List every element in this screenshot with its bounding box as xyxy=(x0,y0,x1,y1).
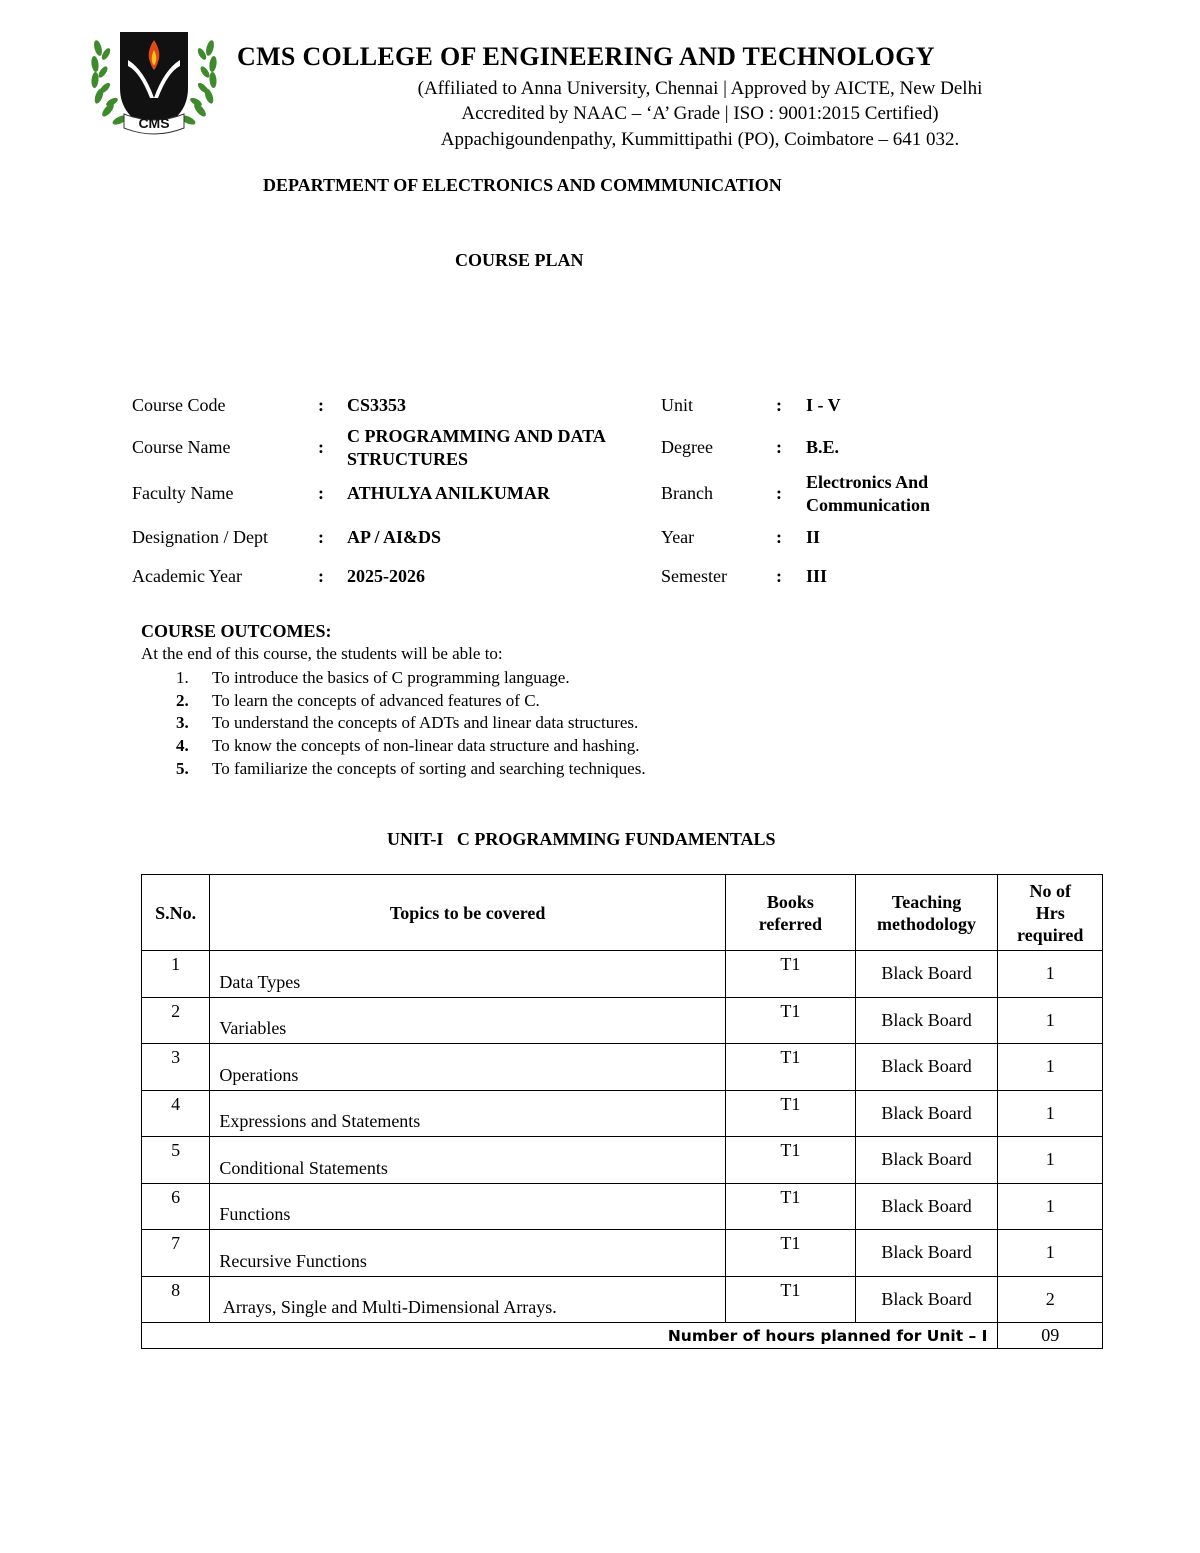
header-teaching-text: Teaching methodology xyxy=(877,891,977,934)
outcome-item xyxy=(176,667,646,690)
header-hours xyxy=(998,875,1103,951)
row-topic xyxy=(210,1090,726,1137)
row-method: Black Board xyxy=(855,1183,998,1230)
row-method: Black Board xyxy=(855,951,998,998)
table-row xyxy=(142,1183,1103,1230)
row-topic-text: Recursive Functions xyxy=(219,1250,367,1271)
row-topic-text: Conditional Statements xyxy=(219,1157,388,1178)
row-book xyxy=(726,1090,856,1137)
table-total-row xyxy=(142,1323,1103,1349)
course-outcomes-title: COURSE OUTCOMES: xyxy=(141,621,332,641)
row-method: Black Board xyxy=(855,1230,998,1277)
colon: : xyxy=(318,437,324,457)
row-book xyxy=(726,1137,856,1184)
colon: : xyxy=(318,395,324,415)
academic-year-label: Academic Year xyxy=(132,566,242,586)
affiliation-line-1: (Affiliated to Anna University, Chennai | Approved by AICTE, New Delhi xyxy=(417,78,983,99)
row-sno-text: 8 xyxy=(171,1279,181,1300)
table-row xyxy=(142,1230,1103,1277)
row-book-text: T1 xyxy=(780,1140,801,1160)
row-topic xyxy=(210,1230,726,1277)
year-value: II xyxy=(806,527,821,547)
colon: : xyxy=(318,566,324,586)
row-hours: 2 xyxy=(998,1276,1103,1323)
table-row xyxy=(142,1044,1103,1091)
row-book xyxy=(726,1044,856,1091)
outcome-item xyxy=(176,690,646,713)
row-sno-text: 4 xyxy=(171,1093,181,1114)
outcome-item xyxy=(176,758,646,781)
branch-value: Electronics And Communication xyxy=(806,472,931,515)
designation-label: Designation / Dept xyxy=(132,527,268,547)
colon: : xyxy=(776,566,782,586)
row-hours: 1 xyxy=(998,997,1103,1044)
row-book-text: T1 xyxy=(780,1279,801,1300)
course-outcomes-intro: At the end of this course, the students will be able to: xyxy=(141,644,503,663)
total-hours-value: 09 xyxy=(998,1323,1103,1349)
row-topic xyxy=(210,1276,726,1323)
row-sno xyxy=(142,951,210,998)
row-hours: 1 xyxy=(998,1090,1103,1137)
colon: : xyxy=(776,395,782,415)
row-method: Black Board xyxy=(855,1090,998,1137)
row-topic xyxy=(210,1044,726,1091)
outcome-text: To know the concepts of non-linear data structure and hashing. xyxy=(212,736,640,756)
header-books-text: Books referred xyxy=(758,891,822,934)
header-books xyxy=(726,875,856,951)
row-book-text: T1 xyxy=(780,1186,801,1207)
colon: : xyxy=(776,527,782,547)
row-topic xyxy=(210,997,726,1044)
outcome-number: 5. xyxy=(176,758,189,778)
row-sno-text: 5 xyxy=(171,1140,181,1160)
row-book xyxy=(726,997,856,1044)
row-topic-text: Data Types xyxy=(219,971,301,992)
row-sno-text: 1 xyxy=(171,954,181,974)
header-sno: S.No. xyxy=(142,875,210,951)
row-sno-text: 6 xyxy=(171,1186,181,1207)
row-sno xyxy=(142,1276,210,1323)
row-sno-text: 2 xyxy=(171,1000,181,1021)
outcome-number: 4. xyxy=(176,736,189,756)
table-header-row xyxy=(142,875,1103,951)
outcome-text: To familiarize the concepts of sorting and searching techniques. xyxy=(212,758,646,778)
unit-value: I - V xyxy=(806,395,841,415)
table-row xyxy=(142,1276,1103,1323)
faculty-name-label: Faculty Name xyxy=(132,483,234,503)
outcome-number: 3. xyxy=(176,713,189,733)
colon: : xyxy=(318,483,324,503)
outcome-item xyxy=(176,712,646,735)
row-hours: 1 xyxy=(998,1044,1103,1091)
row-method: Black Board xyxy=(855,1276,998,1323)
row-hours: 1 xyxy=(998,1137,1103,1184)
row-topic xyxy=(210,1183,726,1230)
course-name-value: C PROGRAMMING AND DATA STRUCTURES xyxy=(347,426,605,469)
outcome-item xyxy=(176,735,646,758)
row-sno xyxy=(142,1137,210,1184)
year-label: Year xyxy=(661,527,695,547)
row-book-text: T1 xyxy=(780,1000,801,1021)
row-topic-text: Operations xyxy=(219,1064,299,1085)
row-hours: 1 xyxy=(998,1230,1103,1277)
header-hours-text: No of Hrs required xyxy=(1017,880,1084,945)
row-hours: 1 xyxy=(998,951,1103,998)
row-book xyxy=(726,1230,856,1277)
row-method: Black Board xyxy=(855,997,998,1044)
table-row xyxy=(142,997,1103,1044)
outcome-text: To learn the concepts of advanced features of C. xyxy=(212,690,540,710)
row-sno-text: 3 xyxy=(171,1047,181,1067)
row-book xyxy=(726,1183,856,1230)
row-topic xyxy=(210,951,726,998)
row-topic-text: Expressions and Statements xyxy=(219,1111,421,1131)
document-title: COURSE PLAN xyxy=(455,250,584,270)
colon: : xyxy=(318,527,324,547)
affiliation-line-2: Accredited by NAAC – ‘A’ Grade | ISO : 9001:2015 Certified) xyxy=(461,103,939,124)
row-topic xyxy=(210,1137,726,1184)
table-row xyxy=(142,1137,1103,1184)
outcome-number: 1. xyxy=(176,668,189,687)
row-sno xyxy=(142,1183,210,1230)
college-address: Appachigoundenpathy, Kummittipathi (PO), Coimbatore – 641 032. xyxy=(440,129,960,150)
row-book xyxy=(726,951,856,998)
unit-title: UNIT-I C PROGRAMMING FUNDAMENTALS xyxy=(387,829,776,849)
outcome-number: 2. xyxy=(176,690,189,710)
row-book-text: T1 xyxy=(780,1233,801,1253)
row-sno xyxy=(142,1230,210,1277)
row-sno xyxy=(142,997,210,1044)
unit-plan-table xyxy=(141,874,1103,1349)
unit-label: Unit xyxy=(661,395,694,415)
designation-value: AP / AI&DS xyxy=(347,527,442,547)
row-book-text: T1 xyxy=(780,1093,801,1114)
header-teaching xyxy=(855,875,998,951)
semester-label: Semester xyxy=(661,566,727,586)
row-topic-text: Variables xyxy=(219,1018,287,1038)
semester-value: III xyxy=(806,566,828,586)
department-title: DEPARTMENT OF ELECTRONICS AND COMMMUNICATION xyxy=(263,175,782,195)
svg-text:CMS: CMS xyxy=(138,115,170,131)
table-row xyxy=(142,1090,1103,1137)
header-topics: Topics to be covered xyxy=(210,875,726,951)
outcome-text: To understand the concepts of ADTs and linear data structures. xyxy=(212,713,639,733)
degree-value: B.E. xyxy=(806,437,840,457)
row-method: Black Board xyxy=(855,1137,998,1184)
colon: : xyxy=(776,437,782,457)
college-name: CMS COLLEGE OF ENGINEERING AND TECHNOLOGY xyxy=(237,42,935,71)
degree-label: Degree xyxy=(661,437,713,457)
faculty-name-value: ATHULYA ANILKUMAR xyxy=(347,483,550,503)
total-hours-label: Number of hours planned for Unit – I xyxy=(142,1323,998,1349)
row-topic-text: Functions xyxy=(219,1204,291,1224)
row-hours: 1 xyxy=(998,1183,1103,1230)
row-sno-text: 7 xyxy=(171,1233,181,1253)
row-book xyxy=(726,1276,856,1323)
table-row xyxy=(142,951,1103,998)
branch-label: Branch xyxy=(661,483,713,503)
course-outcomes-list xyxy=(176,667,646,780)
row-sno xyxy=(142,1044,210,1091)
course-name-label: Course Name xyxy=(132,437,231,457)
outcome-text: To introduce the basics of C programming language. xyxy=(212,668,570,687)
row-book-text: T1 xyxy=(780,1047,801,1067)
row-sno xyxy=(142,1090,210,1137)
academic-year-value: 2025-2026 xyxy=(347,566,425,586)
course-code-label: Course Code xyxy=(132,395,226,415)
course-code-value: CS3353 xyxy=(347,395,407,415)
row-method: Black Board xyxy=(855,1044,998,1091)
row-book-text: T1 xyxy=(780,954,801,974)
colon: : xyxy=(776,483,782,503)
row-topic-text: Arrays, Single and Multi-Dimensional Arrays. xyxy=(219,1297,557,1317)
